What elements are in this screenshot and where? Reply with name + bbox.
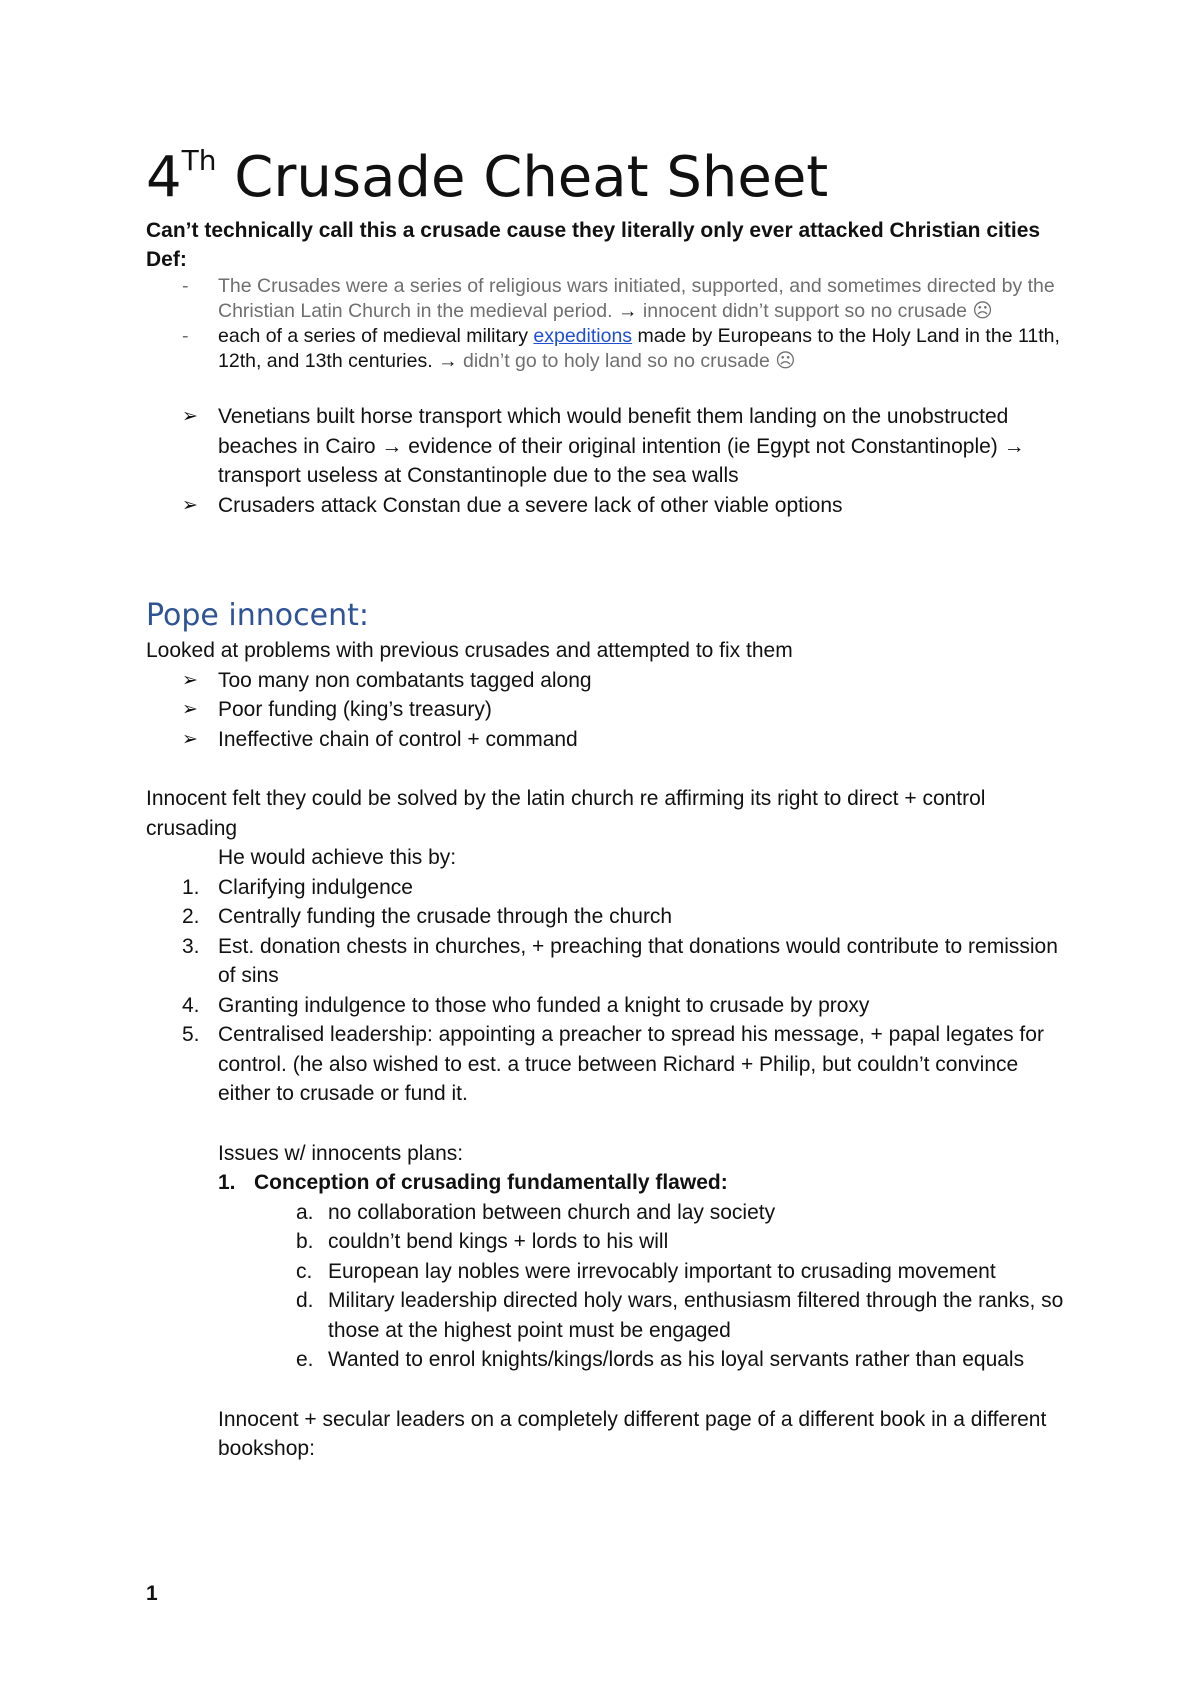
expeditions-link[interactable]: expeditions [533, 325, 633, 347]
issues-list [146, 1168, 1066, 1198]
arrow-bullet-icon: ➢ [182, 699, 198, 720]
achieve-intro: He would achieve this by: [218, 846, 457, 869]
definition-list [146, 274, 1066, 374]
list-item: ➢ Too many non combatants tagged along [218, 666, 1066, 696]
issue-title: 1. Conception of crusading fundamentally flawed: [218, 1171, 728, 1194]
arrow-bullet-icon: ➢ [182, 406, 198, 427]
list-item: 3. Est. donation chests in churches, + preaching that donations would contribute to remission of sins [182, 934, 1058, 987]
page-title: 4Th Crusade Cheat Sheet [146, 144, 829, 210]
list-item: 5. Centralised leadership: appointing a preacher to spread his message, + papal legates for control. (he also wished to est. a truce between Richard + Philip, but couldn’t convince either to crusade or fund it. [182, 1023, 1044, 1105]
subtitle: Can’t technically call this a crusade cause they literally only ever attacked Christian cities [146, 219, 1041, 242]
list-item: a. no collaboration between church and lay society [296, 1200, 776, 1224]
list-item: b. couldn’t bend kings + lords to his will [296, 1230, 669, 1253]
definition-item: - The Crusades were a series of religious wars initiated, supported, and sometimes directed by the Christian Latin Church in the medieval period. → innocent didn’t support so no crusade ☹ [218, 274, 1066, 324]
list-item: ➢ Ineffective chain of control + command [218, 725, 1066, 755]
list-item: 2. Centrally funding the crusade through the church [182, 905, 673, 928]
page-number: 1 [146, 1582, 158, 1605]
section-heading-pope-innocent: Pope innocent: [146, 598, 369, 633]
key-points-list [146, 402, 1066, 520]
solution-paragraph: Innocent felt they could be solved by the latin church re affirming its right to direct + control crusading [146, 787, 986, 840]
arrow-bullet-icon: ➢ [182, 494, 198, 516]
closing-paragraph: Innocent + secular leaders on a completely different page of a different book in a different bookshop: [218, 1407, 1047, 1460]
issue-points-list [146, 1198, 1066, 1375]
definition-item: - each of a series of medieval military expeditions made by Europeans to the Holy Land in the 11th, 12th, and 13th centuries. → didn’t go to holy land so no crusade ☹ [218, 324, 1066, 374]
list-item: ➢ Crusaders attack Constan due a severe lack of other viable options [218, 491, 1066, 521]
document-body [146, 140, 1066, 1464]
steps-list [146, 873, 1066, 1109]
section-intro: Looked at problems with previous crusades and attempted to fix them [146, 639, 793, 662]
list-item: 4. Granting indulgence to those who funded a knight to crusade by proxy [182, 993, 870, 1017]
list-item: ➢ Poor funding (king’s treasury) [218, 695, 1066, 725]
list-item: e. Wanted to enrol knights/kings/lords as his loyal servants rather than equals [296, 1348, 1025, 1371]
arrow-bullet-icon: ➢ [182, 728, 198, 750]
list-item: d. Military leadership directed holy wars, enthusiasm filtered through the ranks, so those at the highest point must be engaged [296, 1289, 1064, 1342]
issues-intro: Issues w/ innocents plans: [218, 1141, 464, 1165]
arrow-bullet-icon: ➢ [182, 669, 198, 691]
list-item: ➢ Venetians built horse transport which would benefit them landing on the unobstructed beaches in Cairo → evidence of their original intention (ie Egypt not Constantinople) → transport useless at Constantinople due to the sea walls [218, 402, 1066, 491]
problems-list [146, 666, 1066, 755]
definition-label: Def: [146, 248, 187, 271]
list-item: c. European lay nobles were irrevocably important to crusading movement [296, 1259, 996, 1283]
list-item: 1. Clarifying indulgence [182, 875, 413, 899]
